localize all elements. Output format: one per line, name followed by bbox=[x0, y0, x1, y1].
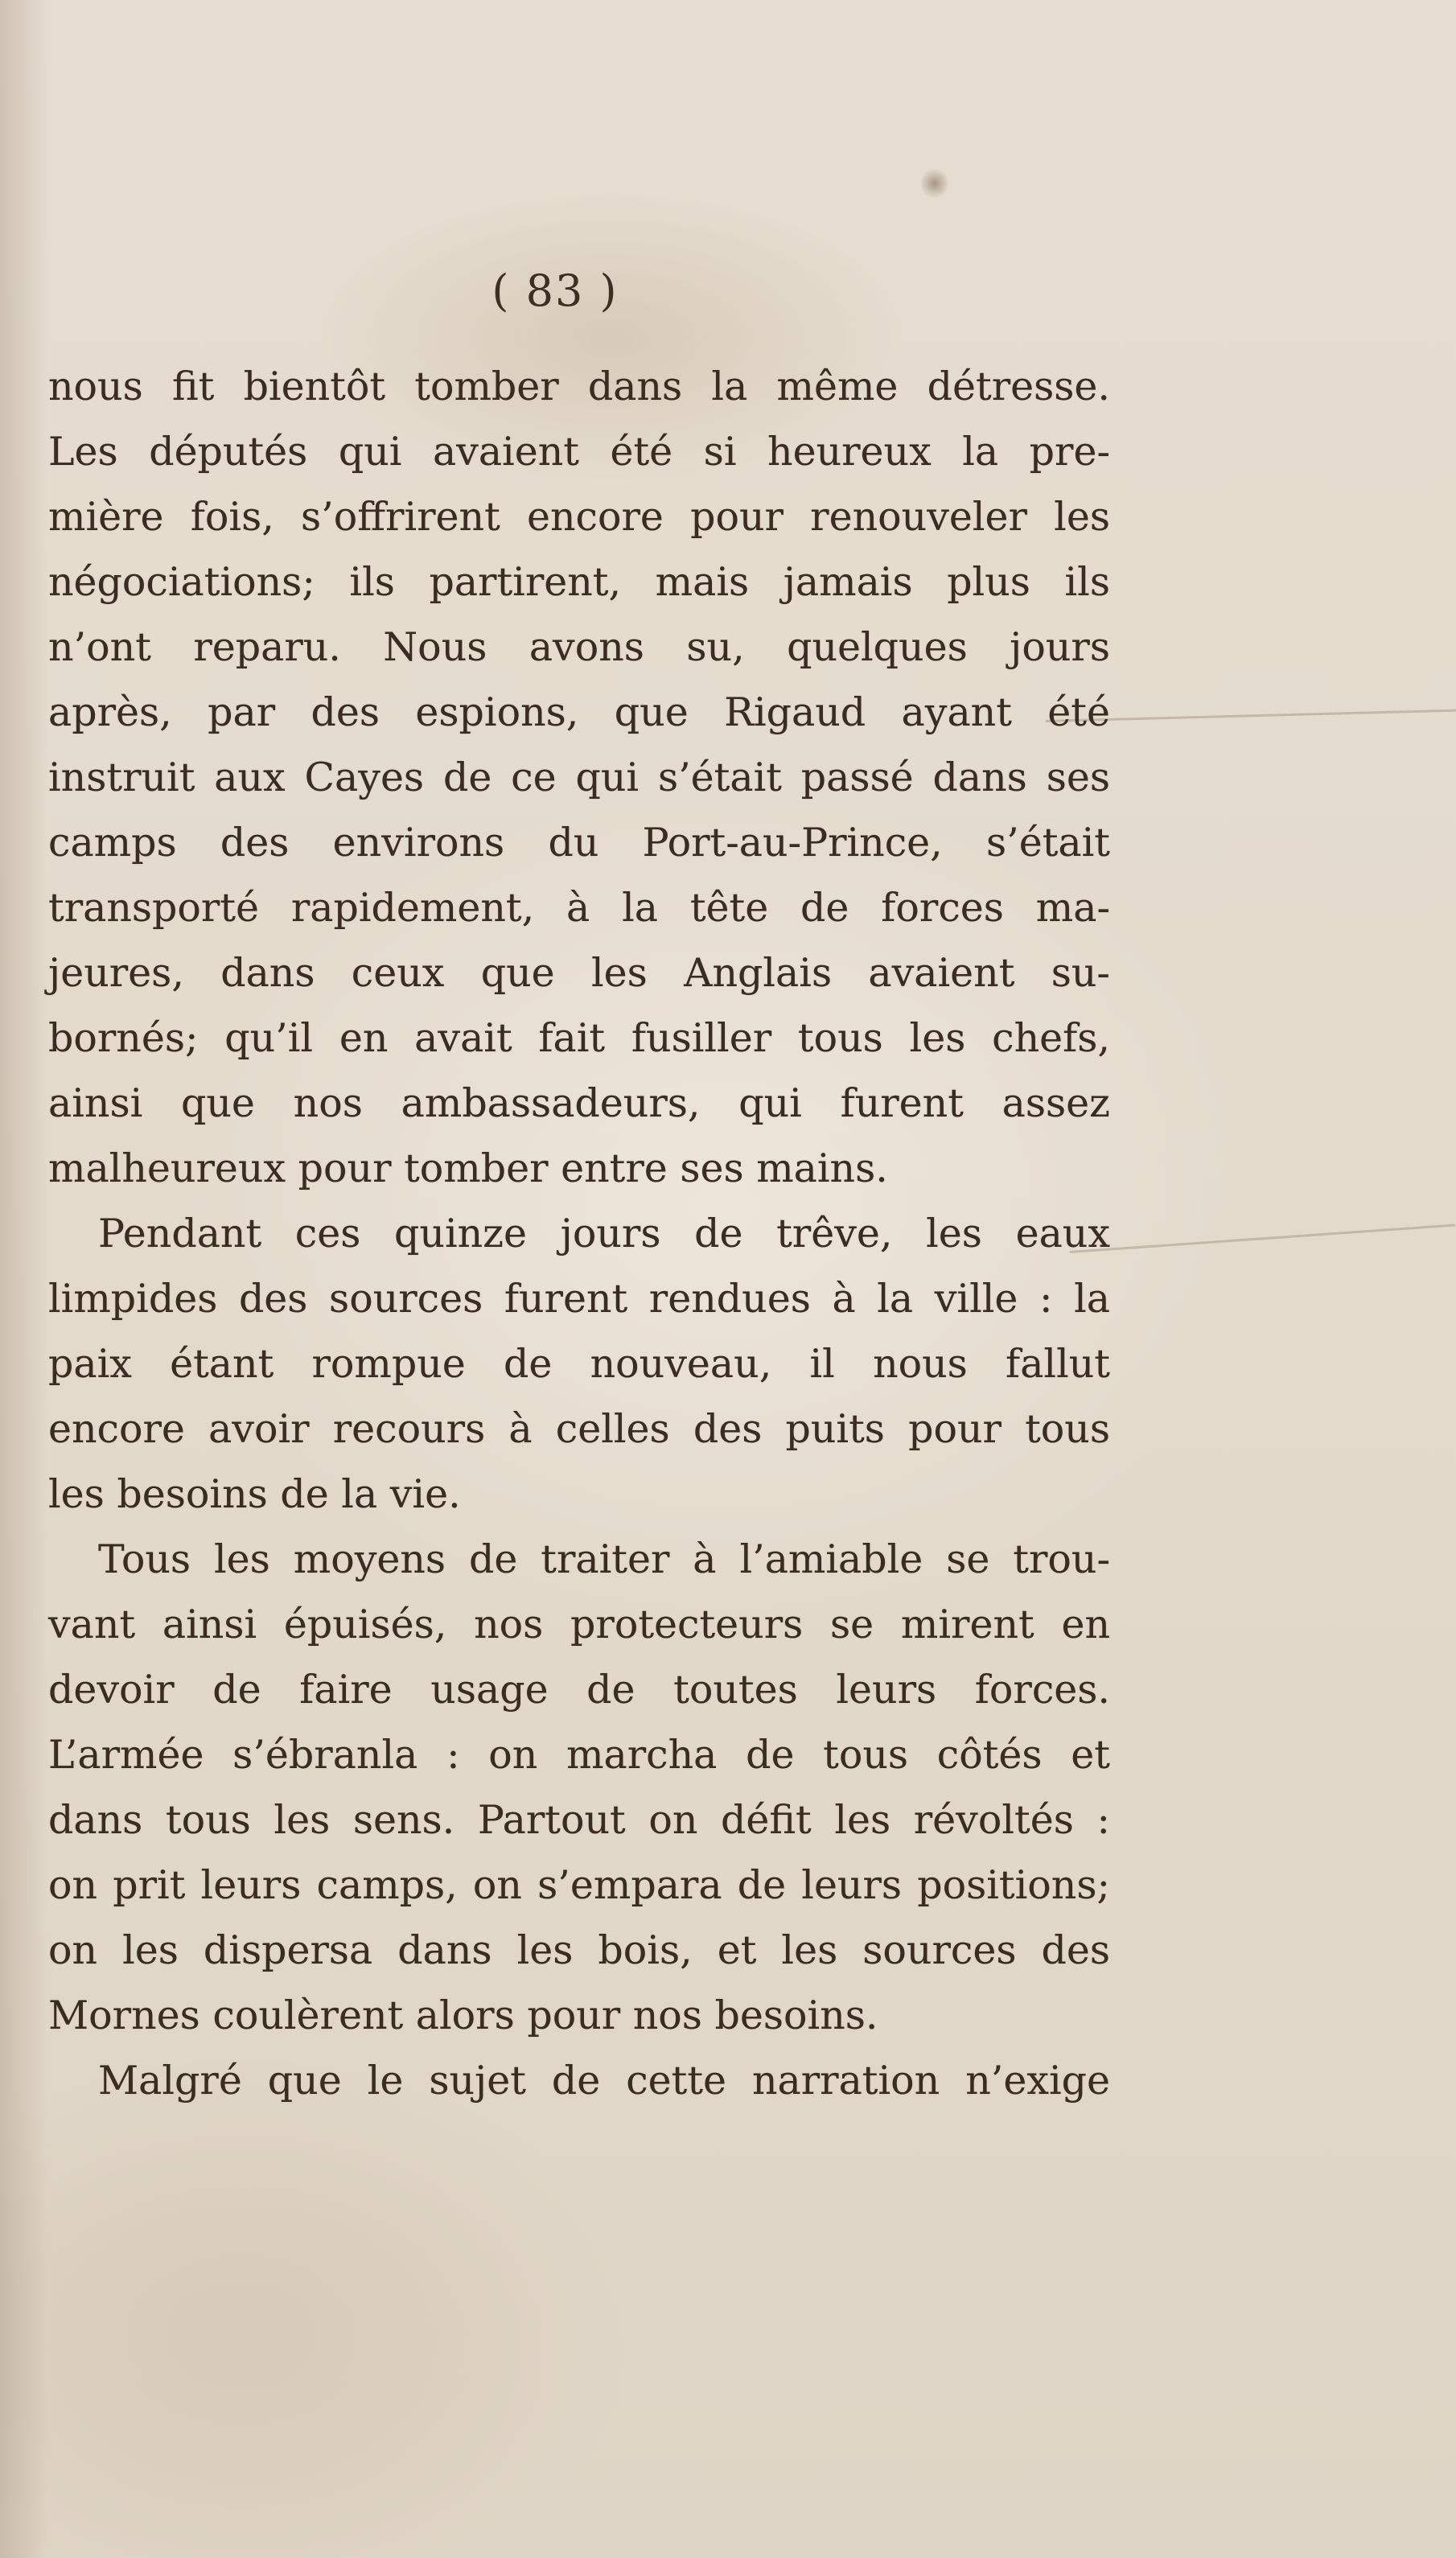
text-line: encore avoir recours à celles des puits pour tous bbox=[48, 1406, 1110, 1452]
text-line: Tous les moyens de traiter à l’amiable se trou- bbox=[98, 1536, 1110, 1582]
text-line: on les dispersa dans les bois, et les sources des bbox=[48, 1927, 1110, 1973]
text-line: négociations; ils partirent, mais jamais plus ils bbox=[48, 559, 1110, 605]
text-line: vant ainsi épuisés, nos protecteurs se mirent en bbox=[48, 1602, 1110, 1647]
body-text bbox=[48, 354, 1110, 2113]
text-line: instruit aux Cayes de ce qui s’était passé dans ses bbox=[48, 755, 1110, 800]
text-line: Mornes coulèrent alors pour nos besoins. bbox=[48, 1993, 878, 2038]
text-line: Malgré que le sujet de cette narration n’exige bbox=[98, 2058, 1110, 2104]
text-line: Pendant ces quinze jours de trêve, les eaux bbox=[98, 1211, 1110, 1256]
text-line: limpides des sources furent rendues à la ville : la bbox=[48, 1276, 1110, 1322]
text-line: devoir de faire usage de toutes leurs forces. bbox=[48, 1667, 1110, 1713]
ink-spot bbox=[921, 167, 948, 199]
page-fold-shadow bbox=[0, 0, 48, 2558]
text-line: bornés; qu’il en avait fait fusiller tous les chefs, bbox=[48, 1015, 1110, 1061]
text-line: les besoins de la vie. bbox=[48, 1471, 461, 1517]
text-line: camps des environs du Port-au-Prince, s’était bbox=[48, 820, 1110, 866]
text-line: malheureux pour tomber entre ses mains. bbox=[48, 1145, 888, 1191]
text-line: L’armée s’ébranla : on marcha de tous côtés et bbox=[48, 1732, 1110, 1778]
text-line: transporté rapidement, à la tête de forces ma- bbox=[48, 885, 1110, 931]
text-line: nous fit bientôt tomber dans la même détresse. bbox=[48, 364, 1110, 409]
page-number: ( 83 ) bbox=[492, 265, 619, 316]
text-line: mière fois, s’offrirent encore pour renouveler les bbox=[48, 494, 1110, 540]
text-line: jeures, dans ceux que les Anglais avaient su- bbox=[48, 950, 1110, 996]
text-line: ainsi que nos ambassadeurs, qui furent assez bbox=[48, 1080, 1110, 1126]
text-line: paix étant rompue de nouveau, il nous fallut bbox=[48, 1341, 1110, 1387]
text-line: n’ont reparu. Nous avons su, quelques jours bbox=[48, 624, 1110, 670]
text-line: Les députés qui avaient été si heureux la pre- bbox=[48, 429, 1110, 475]
text-line: on prit leurs camps, on s’empara de leurs positions; bbox=[48, 1862, 1110, 1908]
text-line: dans tous les sens. Partout on défit les révoltés : bbox=[48, 1797, 1110, 1843]
text-line: après, par des espions, que Rigaud ayant été bbox=[48, 689, 1110, 735]
paper-crease bbox=[1070, 1224, 1455, 1253]
